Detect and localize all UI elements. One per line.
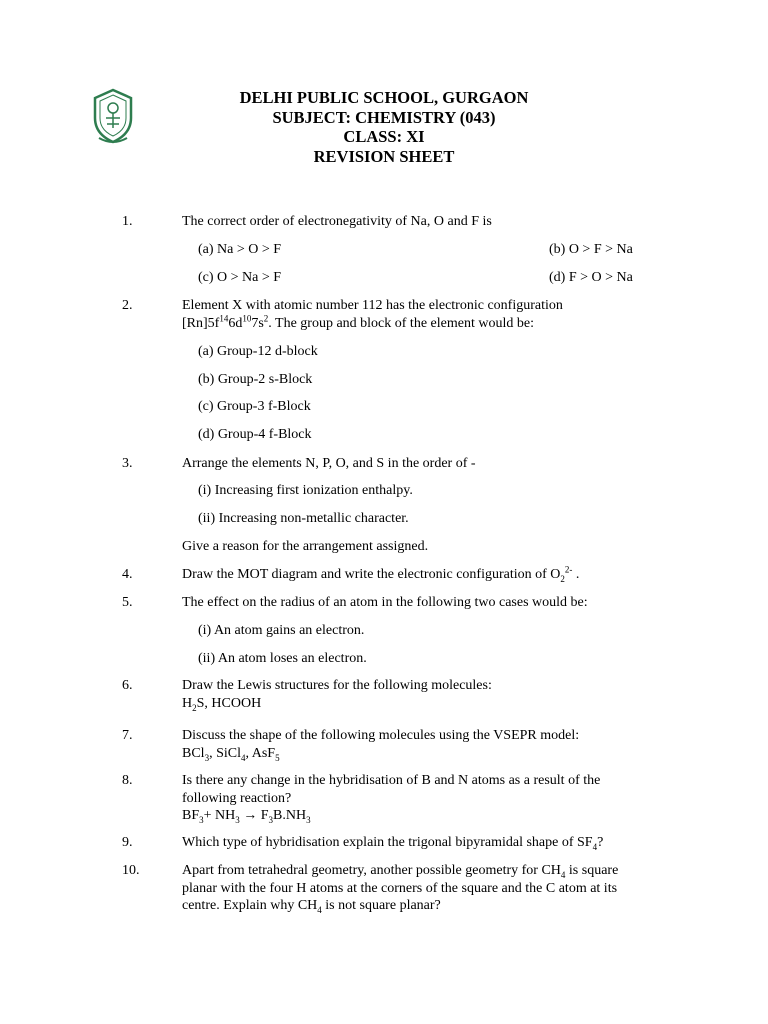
document-header bbox=[0, 88, 768, 166]
option-c: (c) O > Na > F bbox=[198, 270, 282, 285]
arrow-icon: → bbox=[243, 808, 258, 823]
sub-item-i: (i) Increasing first ionization enthalpy. bbox=[198, 483, 413, 498]
question-number: 4. bbox=[122, 567, 133, 582]
option-d: (d) F > O > Na bbox=[549, 270, 633, 285]
school-name: DELHI PUBLIC SCHOOL, GURGAON bbox=[239, 88, 529, 107]
question-number: 1. bbox=[122, 214, 133, 229]
question-text: Draw the MOT diagram and write the electronic configuration of $O_2^{2-}$ . bbox=[182, 564, 580, 584]
question-text: Draw the Lewis structures for the following molecules: $H_2S$, HCOOH bbox=[182, 678, 492, 713]
question-text: Element X with atomic number 112 has the electronic configuration $[Rn]5f^{14}6d^{10}7s^2$. The group and block of the element would be: bbox=[182, 298, 563, 331]
question-text: Arrange the elements N, P, O, and S in the order of - bbox=[182, 456, 476, 471]
option-b: (b) Group-2 s-Block bbox=[198, 372, 313, 387]
question-number: 7. bbox=[122, 728, 133, 743]
question-text: The effect on the radius of an atom in the following two cases would be: bbox=[182, 595, 588, 610]
option-c: (c) Group-3 f-Block bbox=[198, 399, 311, 414]
class-title: CLASS: XI bbox=[343, 127, 425, 146]
question-number: 2. bbox=[122, 298, 133, 313]
sub-item-ii: (ii) Increasing non-metallic character. bbox=[198, 511, 409, 526]
option-b: (b) O > F > Na bbox=[549, 242, 633, 257]
question-text: Apart from tetrahedral geometry, another possible geometry for $CH_4$ is square planar with the four H atoms at the corners of the square and the C atom at its centre. Explain why $CH_4$ is not square planar? bbox=[182, 863, 619, 915]
option-d: (d) Group-4 f-Block bbox=[198, 427, 312, 442]
question-text: The correct order of electronegativity of Na, O and F is bbox=[182, 214, 492, 229]
option-a: (a) Group-12 d-block bbox=[198, 344, 318, 359]
question-text: Give a reason for the arrangement assigned. bbox=[182, 539, 429, 554]
question-text: Which type of hybridisation explain the trigonal bipyramidal shape of $SF_4$? bbox=[182, 835, 604, 852]
question-number: 3. bbox=[122, 456, 133, 471]
question-number: 8. bbox=[122, 773, 133, 788]
question-text: Is there any change in the hybridisation of B and N atoms as a result of the following reaction? $BF_3+ NH_3 \to F_3B.NH_3$ bbox=[182, 773, 601, 825]
subject-title: SUBJECT: CHEMISTRY (043) bbox=[272, 107, 496, 127]
sheet-title: REVISION SHEET bbox=[313, 146, 455, 166]
sub-item-i: (i) An atom gains an electron. bbox=[198, 623, 365, 638]
question-number: 6. bbox=[122, 678, 133, 693]
question-text: Discuss the shape of the following molecules using the VSEPR model: BCl$_3$, SiCl$_4$, AsF$_5$ bbox=[182, 728, 580, 763]
option-a: (a) Na > O > F bbox=[198, 242, 282, 257]
question-number: 10. bbox=[122, 863, 140, 878]
question-number: 9. bbox=[122, 835, 133, 850]
question-number: 5. bbox=[122, 595, 133, 610]
sub-item-ii: (ii) An atom loses an electron. bbox=[198, 651, 367, 666]
